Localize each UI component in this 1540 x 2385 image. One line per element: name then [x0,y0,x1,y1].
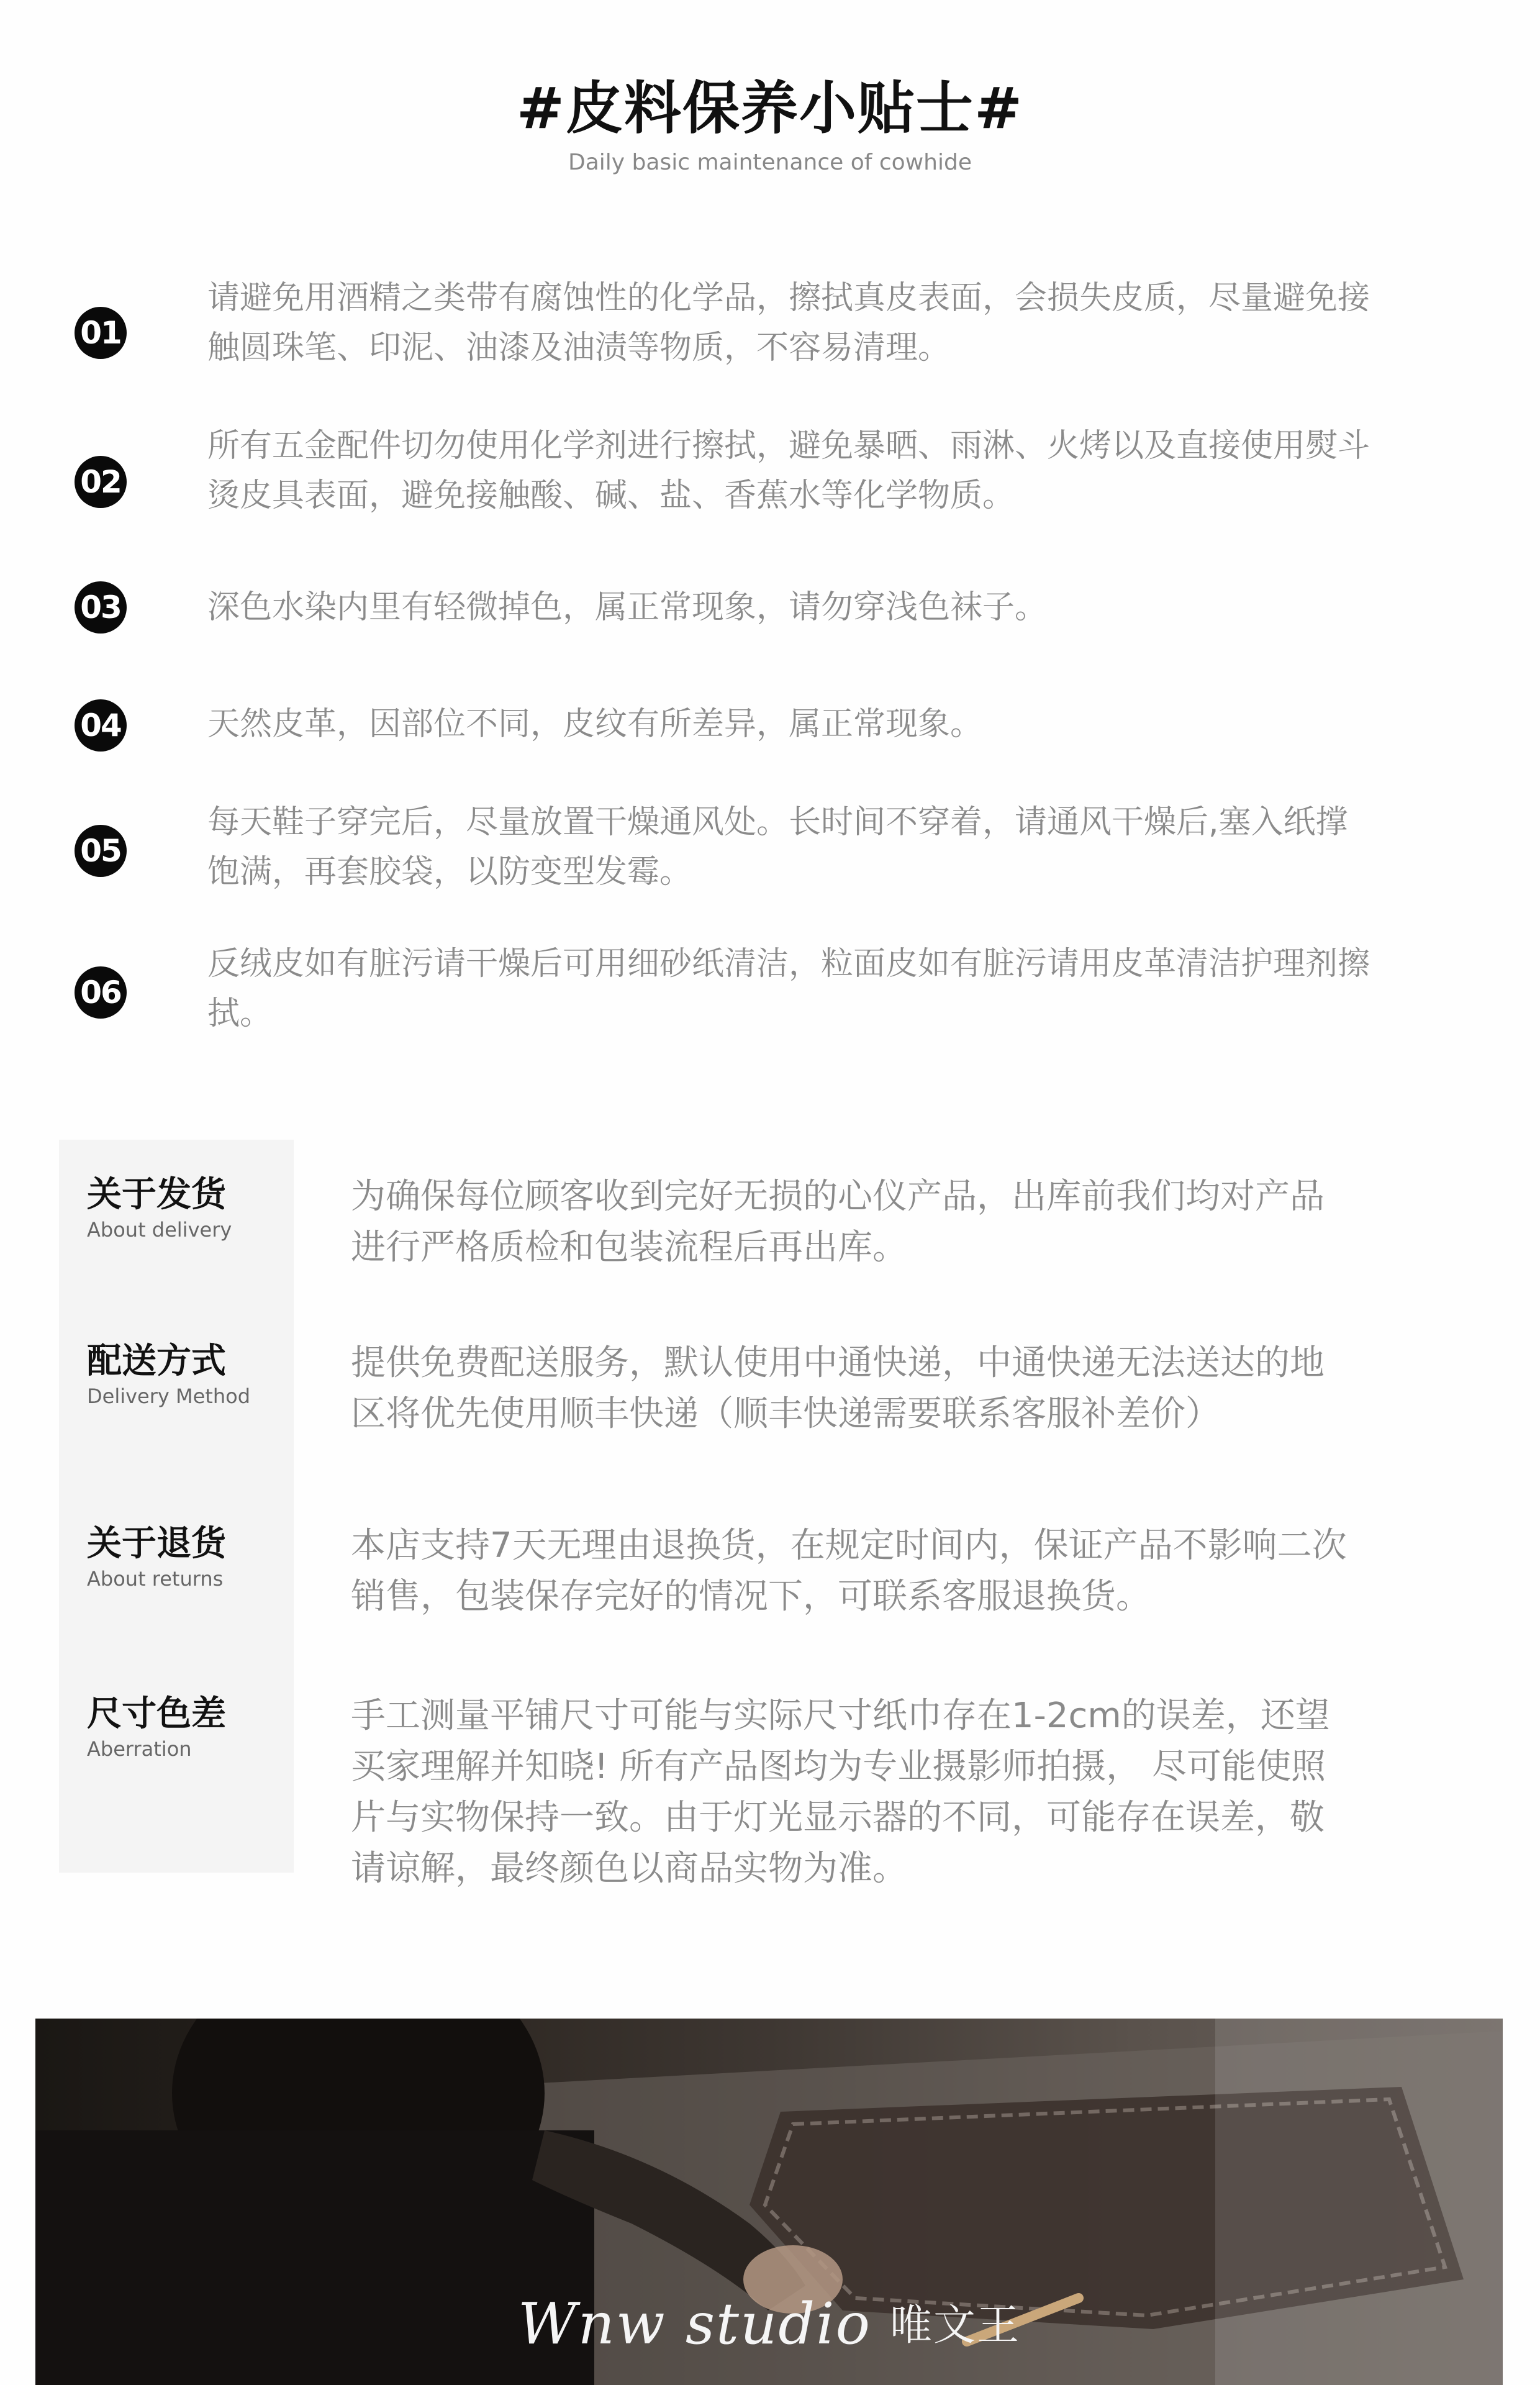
tip-line: 天然皮革，因部位不同，皮纹有所差异，属正常现象。 [207,706,983,743]
info-line: 本店支持7天无理由退换货，在规定时间内，保证产品不影响二次 [351,1525,1347,1566]
tip-line: 反绒皮如有脏污请干燥后可用细砂纸清洁，粒面皮如有脏污请用皮革清洁护理剂擦 [207,945,1370,983]
craftsman-photo-banner [35,2019,1503,2385]
info-label [87,1340,286,1409]
tip-text [207,939,1462,1038]
info-line: 提供免费配送服务，默认使用中通快递，中通快递无法送达的地 [351,1343,1325,1383]
section-header [0,75,1540,176]
tip-line: 请避免用酒精之类带有腐蚀性的化学品，擦拭真皮表面，会损失皮质，尽量避免接 [207,279,1370,317]
tip-number-badge: 01 [75,307,127,359]
tip-line: 所有五金配件切勿使用化学剂进行擦拭，避免暴晒、雨淋、火烤以及直接使用熨斗 [207,427,1370,465]
brand-script: Wnw studio [518,2291,871,2357]
info-line: 请谅解，最终颜色以商品实物为准。 [351,1848,907,1889]
tip-text [207,699,1462,749]
brand-logo [35,2290,1503,2360]
tip-text [207,583,1462,632]
info-line: 区将优先使用顺丰快递（顺丰快递需要联系客服补差价） [351,1394,1220,1434]
tip-text [207,273,1462,373]
tip-line: 饱满，再套胶袋，以防变型发霉。 [207,853,692,891]
info-title: 配送方式 [87,1341,226,1381]
info-label [87,1174,286,1242]
info-line: 买家理解并知晓! 所有产品图均为专业摄影师拍摄， 尽可能使照 [351,1747,1326,1787]
info-line: 进行严格质检和包装流程后再出库。 [351,1227,907,1268]
info-text [351,1520,1444,1622]
tip-line: 每天鞋子穿完后，尽量放置干燥通风处。长时间不穿着，请通风干燥后,塞入纸撑 [207,804,1348,841]
tip-number-badge: 06 [75,966,127,1019]
info-subtitle: About returns [87,1567,224,1591]
info-label-panel [59,1140,294,1873]
tip-number-badge: 02 [75,456,127,508]
tip-line: 烫皮具表面，避免接触酸、碱、盐、香蕉水等化学物质。 [207,477,1015,514]
info-text [351,1171,1444,1273]
info-line: 片与实物保持一致。由于灯光显示器的不同，可能存在误差，敬 [351,1797,1325,1838]
tip-line: 触圆珠笔、印泥、油漆及油渍等物质，不容易清理。 [207,329,951,366]
tip-line: 拭。 [207,995,273,1032]
info-line: 手工测量平铺尺寸可能与实际尺寸纸巾存在1-2cm的误差，还望 [351,1696,1330,1736]
info-subtitle: Aberration [87,1737,192,1761]
info-label [87,1693,286,1761]
tip-number-badge: 04 [75,699,127,752]
info-title: 关于发货 [87,1174,226,1215]
tip-text [207,797,1462,897]
info-title: 尺寸色差 [87,1694,226,1734]
page-title: #皮料保养小贴士# [516,75,1024,142]
tip-line: 深色水染内里有轻微掉色，属正常现象，请勿穿浅色袜子。 [207,589,1048,626]
tip-number-badge: 03 [75,581,127,634]
info-subtitle: Delivery Method [87,1384,251,1408]
brand-chinese: 唯文王 [889,2301,1020,2350]
tip-text [207,421,1462,520]
info-text [351,1338,1444,1440]
info-line: 为确保每位顾客收到完好无损的心仪产品，出库前我们均对产品 [351,1176,1325,1217]
tip-number-badge: 05 [75,825,127,877]
info-line: 销售，包装保存完好的情况下，可联系客服退换货。 [351,1576,1151,1617]
info-text [351,1691,1444,1894]
page-subtitle: Daily basic maintenance of cowhide [568,150,972,175]
info-label [87,1523,286,1591]
info-subtitle: About delivery [87,1218,232,1242]
info-title: 关于退货 [87,1524,226,1564]
